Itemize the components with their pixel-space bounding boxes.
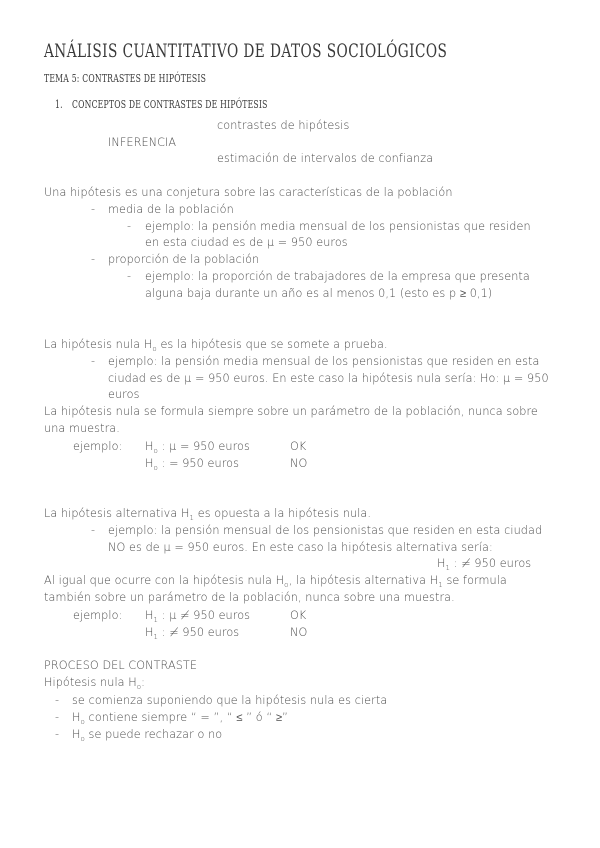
alternative-example-line-1: ejemplo: la pensión mensual de los pensionistas que residen en esta ciudad — [108, 524, 543, 537]
alternative-example-row-1: $H_1$ : μ ≠ 950 euros — [145, 609, 251, 624]
alternative-example-row-2-verdict: NO — [290, 626, 308, 639]
hypothesis-item-1-example-line-1: ejemplo: la pensión media mensual de los pensionistas que residen — [145, 220, 531, 233]
null-example-row-2-verdict: NO — [290, 457, 308, 470]
process-bullet-2: $H_o$ contiene siempre “ = ”, “ ≤ ” ó “ ≥” — [72, 711, 289, 726]
alternative-hypothesis-intro: La hipótesis alternativa $H_1$ es opuesta a la hipótesis nula. — [44, 507, 372, 522]
alternative-example-row-2: $H_1$ : ≠ 950 euros — [145, 626, 240, 641]
alternative-example-row-1-verdict: OK — [290, 609, 307, 622]
null-example-line-2: ciudad es de μ = 950 euros. En este caso la hipótesis nula sería: Ho: μ = 950 — [108, 372, 549, 385]
hypothesis-item-2-example-line-2: alguna baja durante un año es al menos 0,1 (esto es p ≥ 0,1) — [145, 287, 493, 300]
null-example-row-2: $H_o$ : = 950 euros — [145, 457, 240, 472]
null-hypothesis-intro: La hipótesis nula $H_o$ es la hipótesis que se somete a prueba. — [44, 338, 388, 353]
alternative-rule-line-1: Al igual que ocurre con la hipótesis nula $H_o$, la hipótesis alternativa $H_1$ se formula — [44, 574, 507, 589]
process-heading: PROCESO DEL CONTRASTE — [44, 659, 198, 672]
null-example-line-3: euros — [108, 388, 140, 401]
alternative-rule-line-2: también sobre un parámetro de la población, nunca sobre una muestra. — [44, 591, 455, 604]
null-example-line-1: ejemplo: la pensión media mensual de los pensionistas que residen en esta — [108, 355, 540, 368]
hypothesis-item-1-example-line-2: en esta ciudad es de μ = 950 euros — [145, 236, 348, 249]
null-rule-line-1: La hipótesis nula se formula siempre sobre un parámetro de la población, nunca sobre — [44, 405, 538, 418]
hypothesis-item-1: media de la población — [108, 203, 234, 216]
bullet-dash: - — [127, 220, 132, 233]
topic-title: TEMA 5: CONTRASTES DE HIPÓTESIS — [44, 72, 207, 85]
page-title: ANÁLISIS CUANTITATIVO DE DATOS SOCIOLÓGICOS — [44, 40, 448, 62]
process-bullet-1: se comienza suponiendo que la hipótesis nula es cierta — [72, 694, 388, 707]
null-example-row-1: $H_o$ : μ = 950 euros — [145, 440, 250, 455]
inferencia-branch-1: contrastes de hipótesis — [217, 119, 350, 132]
section-title: CONCEPTOS DE CONTRASTES DE HIPÓTESIS — [72, 98, 268, 111]
alternative-example-line-3: $H_1$ : ≠ 950 euros — [437, 557, 532, 572]
null-example-label: ejemplo: — [73, 440, 123, 453]
null-example-row-1-verdict: OK — [290, 440, 307, 453]
bullet-dash: - — [127, 270, 132, 283]
null-rule-line-2: una muestra. — [44, 422, 120, 435]
alternative-example-line-2: NO es de μ = 950 euros. En este caso la hipótesis alternativa sería: — [108, 541, 493, 554]
bullet-dash: - — [91, 355, 96, 368]
bullet-dash: - — [91, 203, 96, 216]
inferencia-label: INFERENCIA — [108, 136, 177, 149]
hypothesis-item-2-example-line-1: ejemplo: la proporción de trabajadores de la empresa que presenta — [145, 270, 530, 283]
alternative-example-label: ejemplo: — [73, 609, 123, 622]
bullet-dash: - — [55, 711, 60, 724]
hypothesis-definition: Una hipótesis es una conjetura sobre las características de la población — [44, 186, 453, 199]
inferencia-branch-2: estimación de intervalos de confianza — [217, 152, 434, 165]
process-subheading: Hipótesis nula $H_o$: — [44, 676, 146, 691]
process-bullet-3: $H_o$ se puede rechazar o no — [72, 728, 223, 743]
bullet-dash: - — [55, 728, 60, 741]
bullet-dash: - — [55, 694, 60, 707]
hypothesis-item-2: proporción de la población — [108, 253, 260, 266]
bullet-dash: - — [91, 524, 96, 537]
bullet-dash: - — [91, 253, 96, 266]
section-number: 1. — [55, 98, 63, 111]
